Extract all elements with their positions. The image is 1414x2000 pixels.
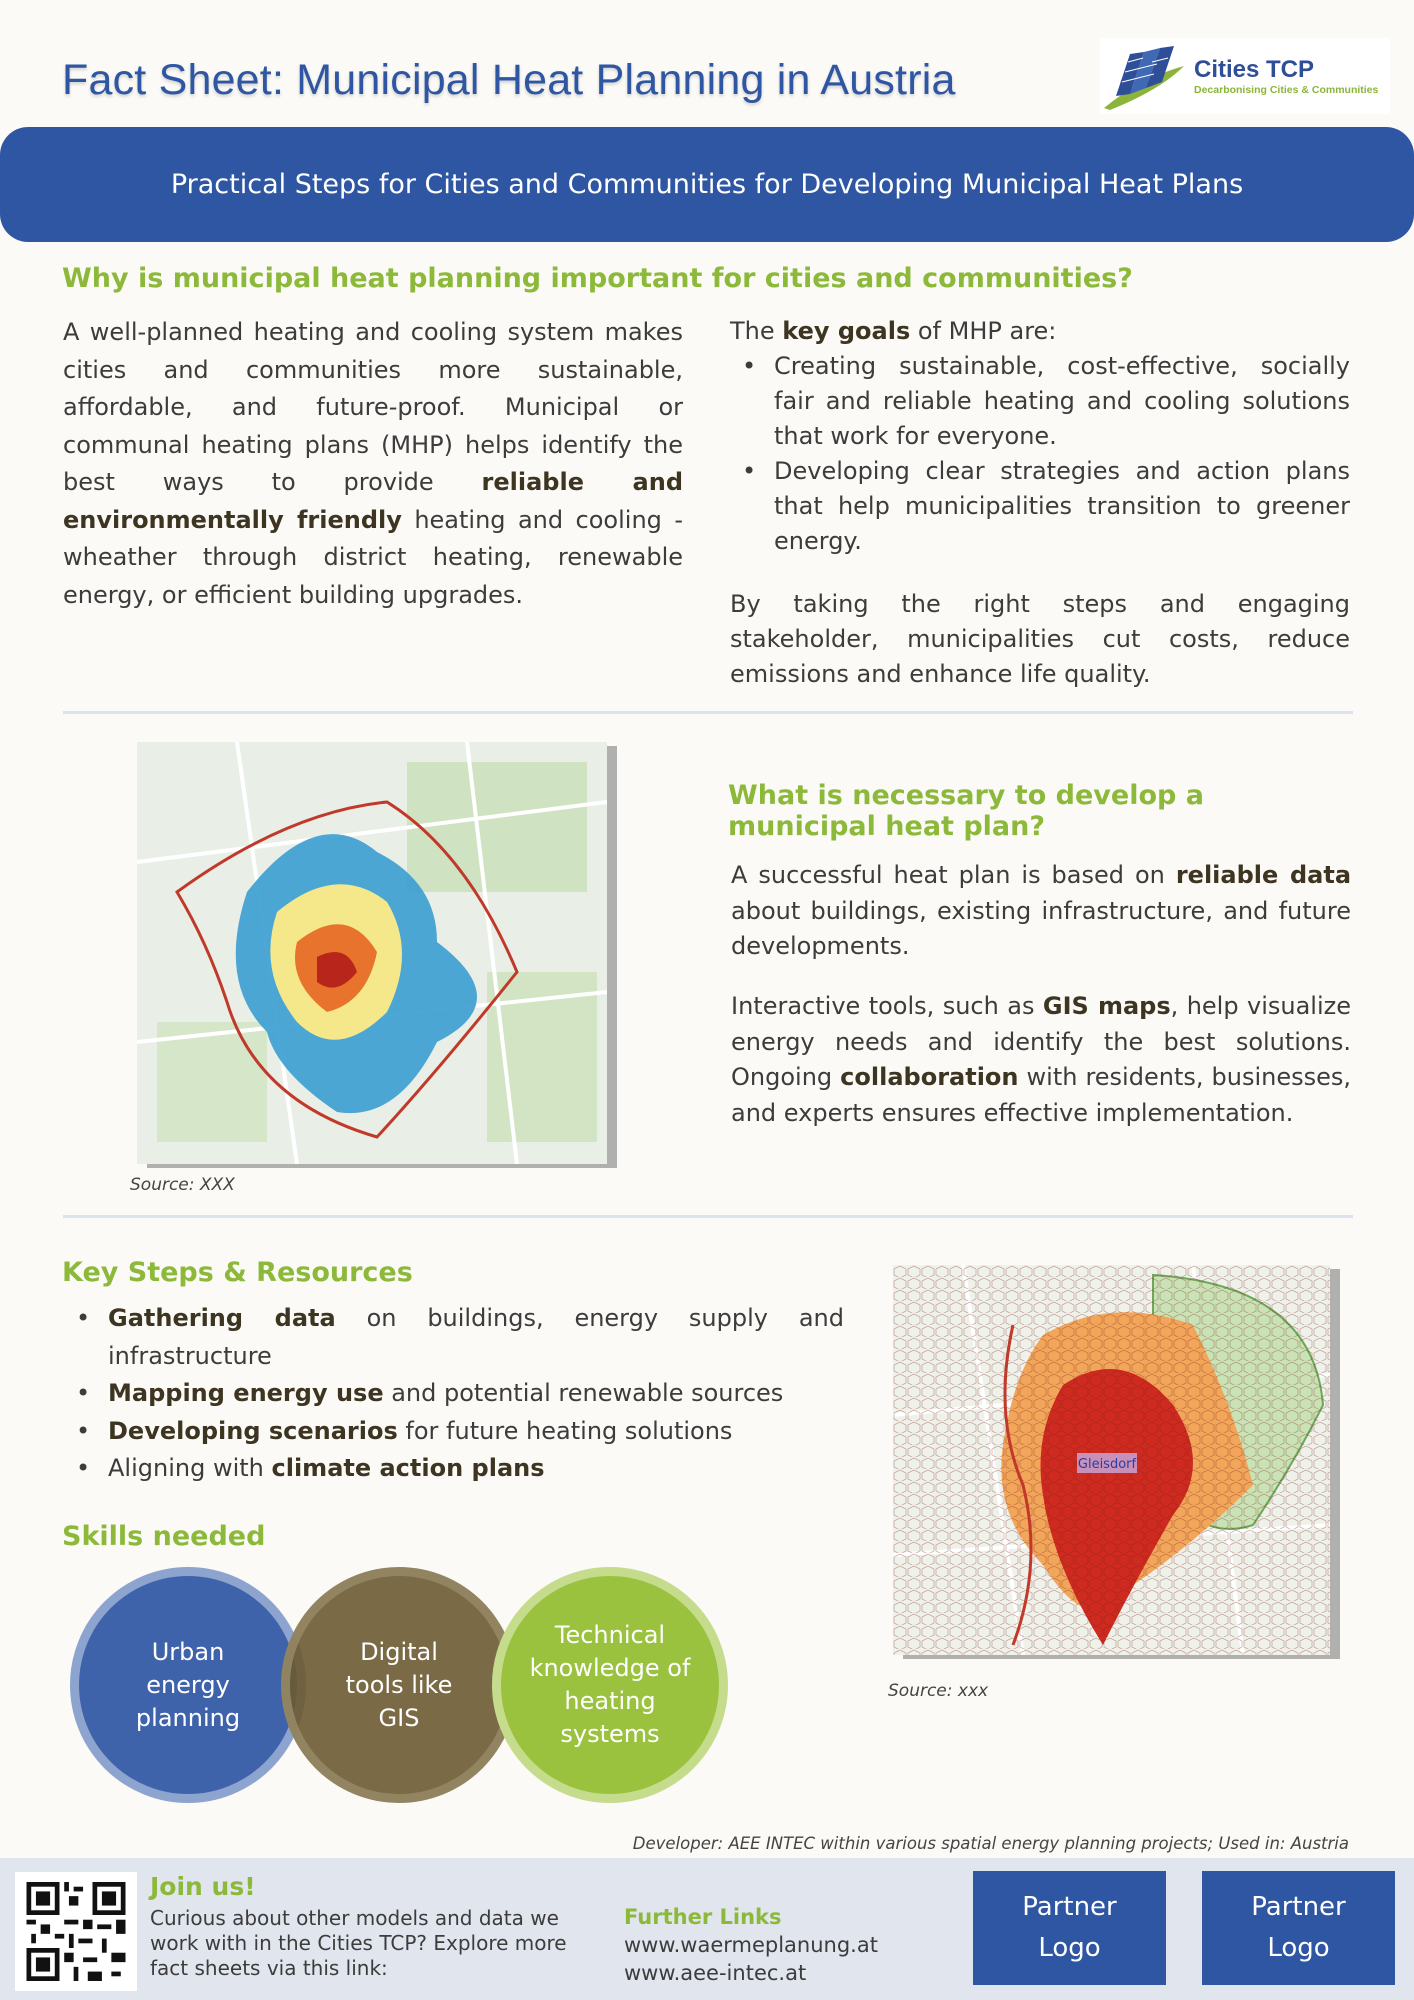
skills-heading: Skills needed (62, 1521, 266, 1552)
why-text-bold: reliable and environmentally friendly (63, 468, 683, 534)
qr-code[interactable] (15, 1872, 137, 1991)
divider (63, 711, 1353, 714)
hexagon-heat-map-image (893, 1265, 1330, 1655)
list-item: • Gathering data on buildings, energy supply and infrastructure (64, 1300, 844, 1375)
key-goals-intro: The key goals of MHP are: (730, 317, 1057, 345)
subtitle-banner (0, 127, 1414, 242)
map1-source: Source: XXX (130, 1175, 235, 1195)
why-text-1: A well-planned heating and cooling system makes cities and communities more sustainable, affordable, and future-proof. Municipal or communal heating plans (MHP) helps identify the best ways to provide (63, 318, 683, 496)
why-closing: By taking the right steps and engaging stakeholder, municipalities cut costs, reduce emissions and enhance life quality. (730, 590, 1350, 688)
list-item: • Mapping energy use and potential renewable sources (64, 1375, 844, 1413)
qr-code-icon (25, 1882, 127, 1981)
necessary-paragraph-1: A successful heat plan is based on reliable data about buildings, existing infrastructure, and future developments. (731, 861, 1352, 960)
skill-label: Technical knowledge of heating systems (529, 1621, 691, 1748)
list-item: • Developing scenarios for future heating solutions (64, 1413, 844, 1451)
list-item: • Developing clear strategies and action plans that help municipalities transition to greener energy. (730, 454, 1350, 559)
necessary-heading: What is necessary to develop a municipal heat plan? (728, 780, 1204, 842)
partner-logo-2: Partner Logo (1202, 1871, 1395, 1985)
skill-circle-urban-planning (70, 1567, 306, 1803)
key-steps-heading: Key Steps & Resources (62, 1257, 413, 1288)
hexagon-heat-map-graphic (893, 1265, 1330, 1655)
key-goals-block (730, 314, 1350, 692)
key-steps-list (64, 1300, 844, 1488)
heat-demand-map-image (137, 742, 607, 1164)
partner-logo-1: Partner Logo (973, 1871, 1166, 1985)
banner-text: Practical Steps for Cities and Communities for Developing Municipal Heat Plans (170, 169, 1244, 200)
why-text-2: heating and cooling - wheather through district heating, renewable energy, or efficient building upgrades. (63, 505, 683, 609)
link-waermeplanung[interactable]: www.waermeplanung.at (624, 1933, 878, 1957)
page-title: Fact Sheet: Municipal Heat Planning in Austria (62, 56, 956, 104)
skill-circle-technical-knowledge (492, 1567, 728, 1803)
key-goals-list (730, 349, 1350, 559)
link-aee-intec[interactable]: www.aee-intec.at (624, 1961, 807, 1985)
divider (63, 1215, 1353, 1218)
map2-source: Source: xxx (888, 1681, 989, 1701)
list-item: • Aligning with climate action plans (64, 1450, 844, 1488)
why-left-paragraph (63, 314, 683, 614)
cities-tcp-logo (1100, 38, 1390, 114)
why-heading: Why is municipal heat planning important for cities and communities? (62, 263, 1133, 294)
skill-circle-digital-tools (281, 1567, 517, 1803)
further-links-list (624, 1931, 878, 1987)
further-links-heading: Further Links (624, 1905, 782, 1929)
necessary-paragraph-2: Interactive tools, such as GIS maps, help visualize energy needs and identify the best solutions. Ongoing collaboration with residents, businesses, and experts ensures effective implementation. (731, 992, 1351, 1127)
logo-tagline: Decarbonising Cities & Communities (1194, 84, 1379, 96)
list-item: • Creating sustainable, cost-effective, socially fair and reliable heating and cooling solutions that work for everyone. (730, 349, 1350, 454)
buildings-logo-icon (1100, 38, 1186, 114)
map-town-label: Gleisdorf (1077, 1457, 1137, 1472)
heat-demand-map-graphic (137, 742, 607, 1164)
developer-note: Developer: AEE INTEC within various spatial energy planning projects; Used in: Austria (632, 1834, 1349, 1853)
logo-name: Cities TCP (1194, 56, 1315, 83)
join-text: Curious about other models and data we work with in the Cities TCP? Explore more fact sheets via this link: (150, 1906, 567, 1980)
join-heading: Join us! (150, 1872, 256, 1901)
skill-label: Digital tools like GIS (345, 1637, 453, 1732)
skill-label: Urban energy planning (135, 1637, 241, 1732)
